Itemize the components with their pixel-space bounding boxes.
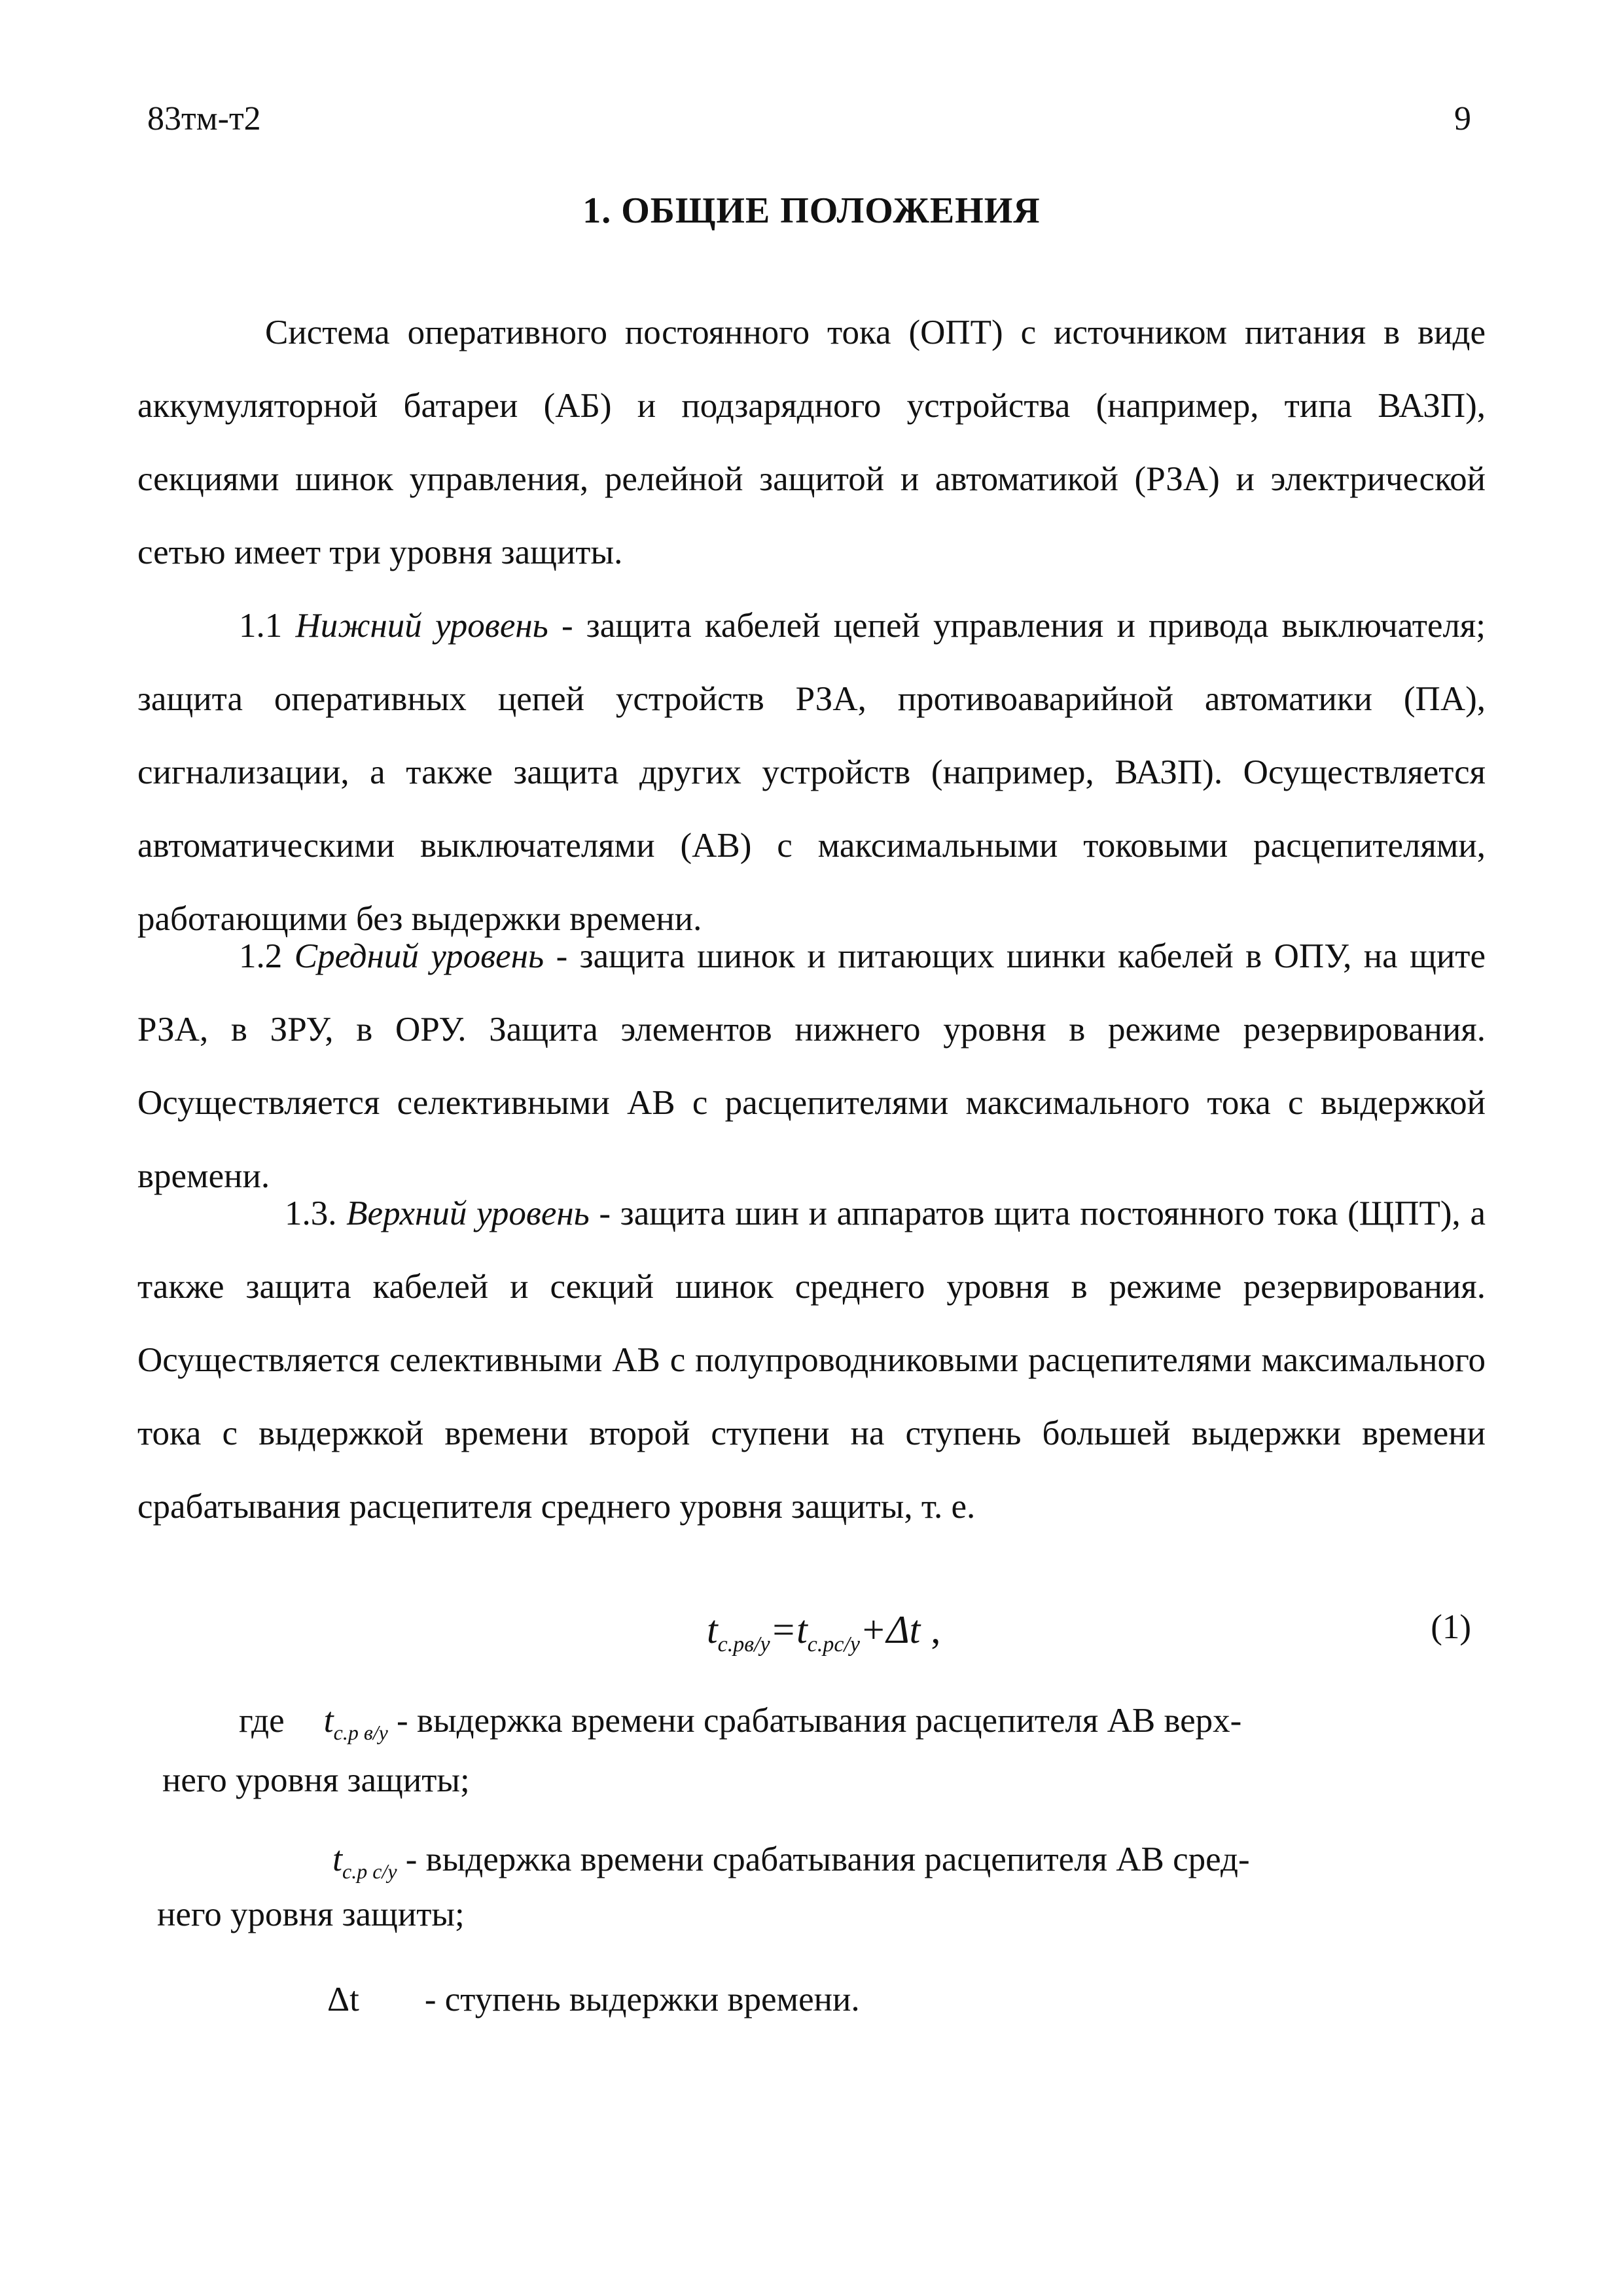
paragraph-1-1-number: 1.1 bbox=[239, 607, 283, 645]
section-title: 1. ОБЩИЕ ПОЛОЖЕНИЯ bbox=[582, 190, 1041, 231]
paragraph-1-3-heading: Верхний уровень bbox=[346, 1194, 590, 1232]
paragraph-1-2-heading: Средний уровень bbox=[294, 937, 544, 975]
definition-2-symbol: $t_{c.p с/у}$ bbox=[332, 1839, 397, 1883]
intro-paragraph bbox=[137, 296, 1486, 589]
paragraph-1-2-number: 1.2 bbox=[239, 937, 283, 975]
paragraph-1-3-number: 1.3. bbox=[285, 1194, 337, 1232]
paragraph-1-2 bbox=[137, 920, 1486, 1213]
paragraph-1-2-text: - защита шинок и питающих шинки кабелей в ОПУ, на щите РЗА, в ЗРУ, в ОРУ. Защита элементов нижнего уровня в режиме резервирования. Осуществляется селективными АВ с расцепителями максимального тока с выдержкой времени. bbox=[137, 937, 1486, 1195]
where-word: где bbox=[239, 1702, 285, 1740]
definition-2-text-b: него уровня защиты; bbox=[157, 1895, 465, 1933]
definition-1-text-b: него уровня защиты; bbox=[162, 1761, 470, 1799]
formula-delta: Δt bbox=[886, 1608, 921, 1651]
definition-3 bbox=[327, 1970, 860, 2029]
definition-1-sub: c.p в/у bbox=[333, 1720, 388, 1744]
paragraph-1-3 bbox=[137, 1177, 1486, 1543]
page-number: 9 bbox=[1454, 100, 1471, 137]
formula-plus: + bbox=[859, 1608, 887, 1651]
formula-1 bbox=[707, 1604, 940, 1671]
equation-number: (1) bbox=[1431, 1608, 1471, 1646]
paragraph-1-1 bbox=[137, 589, 1486, 956]
formula-equals: = bbox=[770, 1608, 797, 1651]
formula-lhs-sub: c.pв/y bbox=[717, 1632, 770, 1657]
paragraph-1-3-text: - защита шин и аппаратов щита постоянного тока (ЩПТ), а также защита кабелей и секций шинок среднего уровня в режиме резервирования. Осуществляется селективными АВ с полупроводниковыми расцепителями максимального тока с выдержкой времени второй ступени на ступень большей выдержки времени срабатывания расцепителя среднего уровня защиты, т. е. bbox=[137, 1194, 1486, 1526]
paragraph-1-1-heading: Нижний уровень bbox=[295, 607, 548, 645]
paragraph-1-1-text: - защита кабелей цепей управления и привода выключателя; защита оперативных цепей устройств РЗА, противоаварийной автоматики (ПА), сигнализации, а также защита других устройств (например, ВАЗП). Осуществляется автоматическими выключателями (АВ) с максимальными токовыми расцепителями, работающими без выдержки времени. bbox=[137, 607, 1486, 938]
definition-2-sub: c.p с/у bbox=[342, 1859, 397, 1883]
definition-1-text-a: - выдержка времени срабатывания расцепителя АВ верх- bbox=[387, 1702, 1242, 1740]
intro-text: Система оперативного постоянного тока (ОПТ) с источником питания в виде аккумуляторной батареи (АБ) и подзарядного устройства (например, типа ВАЗП), секциями шинок управления, релейной защитой и автоматикой (РЗА) и электрической сетью имеет три уровня защиты. bbox=[137, 314, 1486, 571]
formula-rhs-var: t bbox=[796, 1608, 808, 1651]
formula-lhs-var: t bbox=[707, 1608, 718, 1651]
formula-rhs-sub: c.pc/y bbox=[807, 1632, 860, 1657]
document-code: 83тм-т2 bbox=[147, 100, 261, 137]
definition-2-line-2 bbox=[157, 1885, 465, 1944]
definition-2-line-1 bbox=[332, 1829, 1250, 1901]
formula-comma: , bbox=[931, 1608, 941, 1651]
definition-3-symbol: Δt bbox=[327, 1981, 359, 2018]
definition-1-symbol: $t_{c.p в/у}$ bbox=[323, 1700, 388, 1744]
definition-1-line-2 bbox=[162, 1751, 470, 1810]
definition-2-text-a: - выдержка времени срабатывания расцепителя АВ сред- bbox=[397, 1840, 1250, 1878]
definition-3-text: - ступень выдержки времени. bbox=[424, 1981, 860, 2018]
